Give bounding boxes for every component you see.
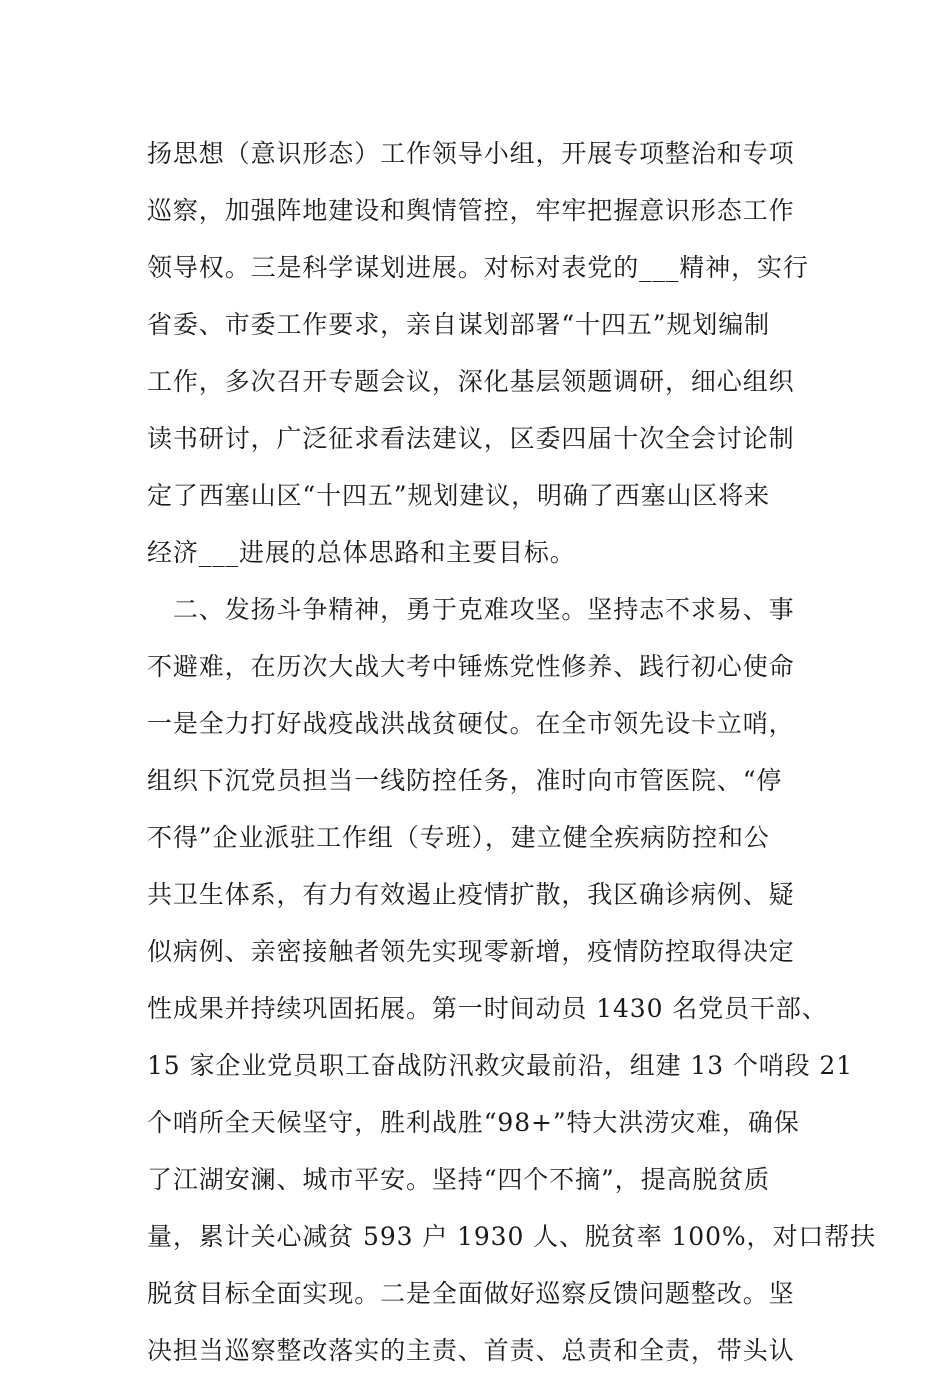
text-line: 不避难，在历次大战大考中锤炼党性修养、践行初心使命 [147, 652, 795, 681]
text-line: 性成果并持续巩固拓展。第一时间动员 1430 名党员干部、 [147, 994, 828, 1023]
text-line: 省委、市委工作要求，亲自谋划部署“十四五”规划编制 [147, 310, 771, 339]
text-line: 量，累计关心减贫 593 户 1930 人、脱贫率 100%，对口帮扶 [147, 1222, 877, 1251]
text-line: 二、发扬斗争精神，勇于克难攻坚。坚持志不求易、事 [147, 595, 795, 624]
text-line: 不得”企业派驻工作组（专班），建立健全疾病防控和公 [147, 823, 770, 852]
text-line: 了江湖安澜、城市平安。坚持“四个不摘”，提高脱贫质 [147, 1165, 771, 1194]
text-line: 读书研讨，广泛征求看法建议，区委四届十次全会讨论制 [147, 424, 795, 453]
text-line: 组织下沉党员担当一线防控任务，准时向市管医院、“停 [147, 766, 783, 795]
text-line: 决担当巡察整改落实的主责、首责、总责和全责，带头认 [147, 1336, 795, 1365]
text-line: 一是全力打好战疫战洪战贫硬仗。在全市领先设卡立哨， [147, 709, 795, 738]
text-line: 经济___进展的总体思路和主要目标。 [147, 538, 576, 567]
text-line: 个哨所全天候坚守，胜利战胜“98+”特大洪涝灾难，确保 [147, 1108, 800, 1137]
text-line: 工作，多次召开专题会议，深化基层领题调研，细心组织 [147, 367, 795, 396]
body-text [147, 125, 877, 1379]
text-line: 定了西塞山区“十四五”规划建议，明确了西塞山区将来 [147, 481, 771, 510]
text-line: 领导权。三是科学谋划进展。对标对表党的___精神，实行 [147, 253, 809, 282]
text-line: 15 家企业党员职工奋战防汛救灾最前沿，组建 13 个哨段 21 [147, 1051, 854, 1080]
text-line: 共卫生体系，有力有效遏止疫情扩散，我区确诊病例、疑 [147, 880, 795, 909]
text-line: 巡察，加强阵地建设和舆情管控，牢牢把握意识形态工作 [147, 196, 795, 225]
text-line: 似病例、亲密接触者领先实现零新增，疫情防控取得决定 [147, 937, 795, 966]
text-line: 脱贫目标全面实现。二是全面做好巡察反馈问题整改。坚 [147, 1279, 795, 1308]
text-line: 扬思想（意识形态）工作领导小组，开展专项整治和专项 [147, 139, 795, 168]
